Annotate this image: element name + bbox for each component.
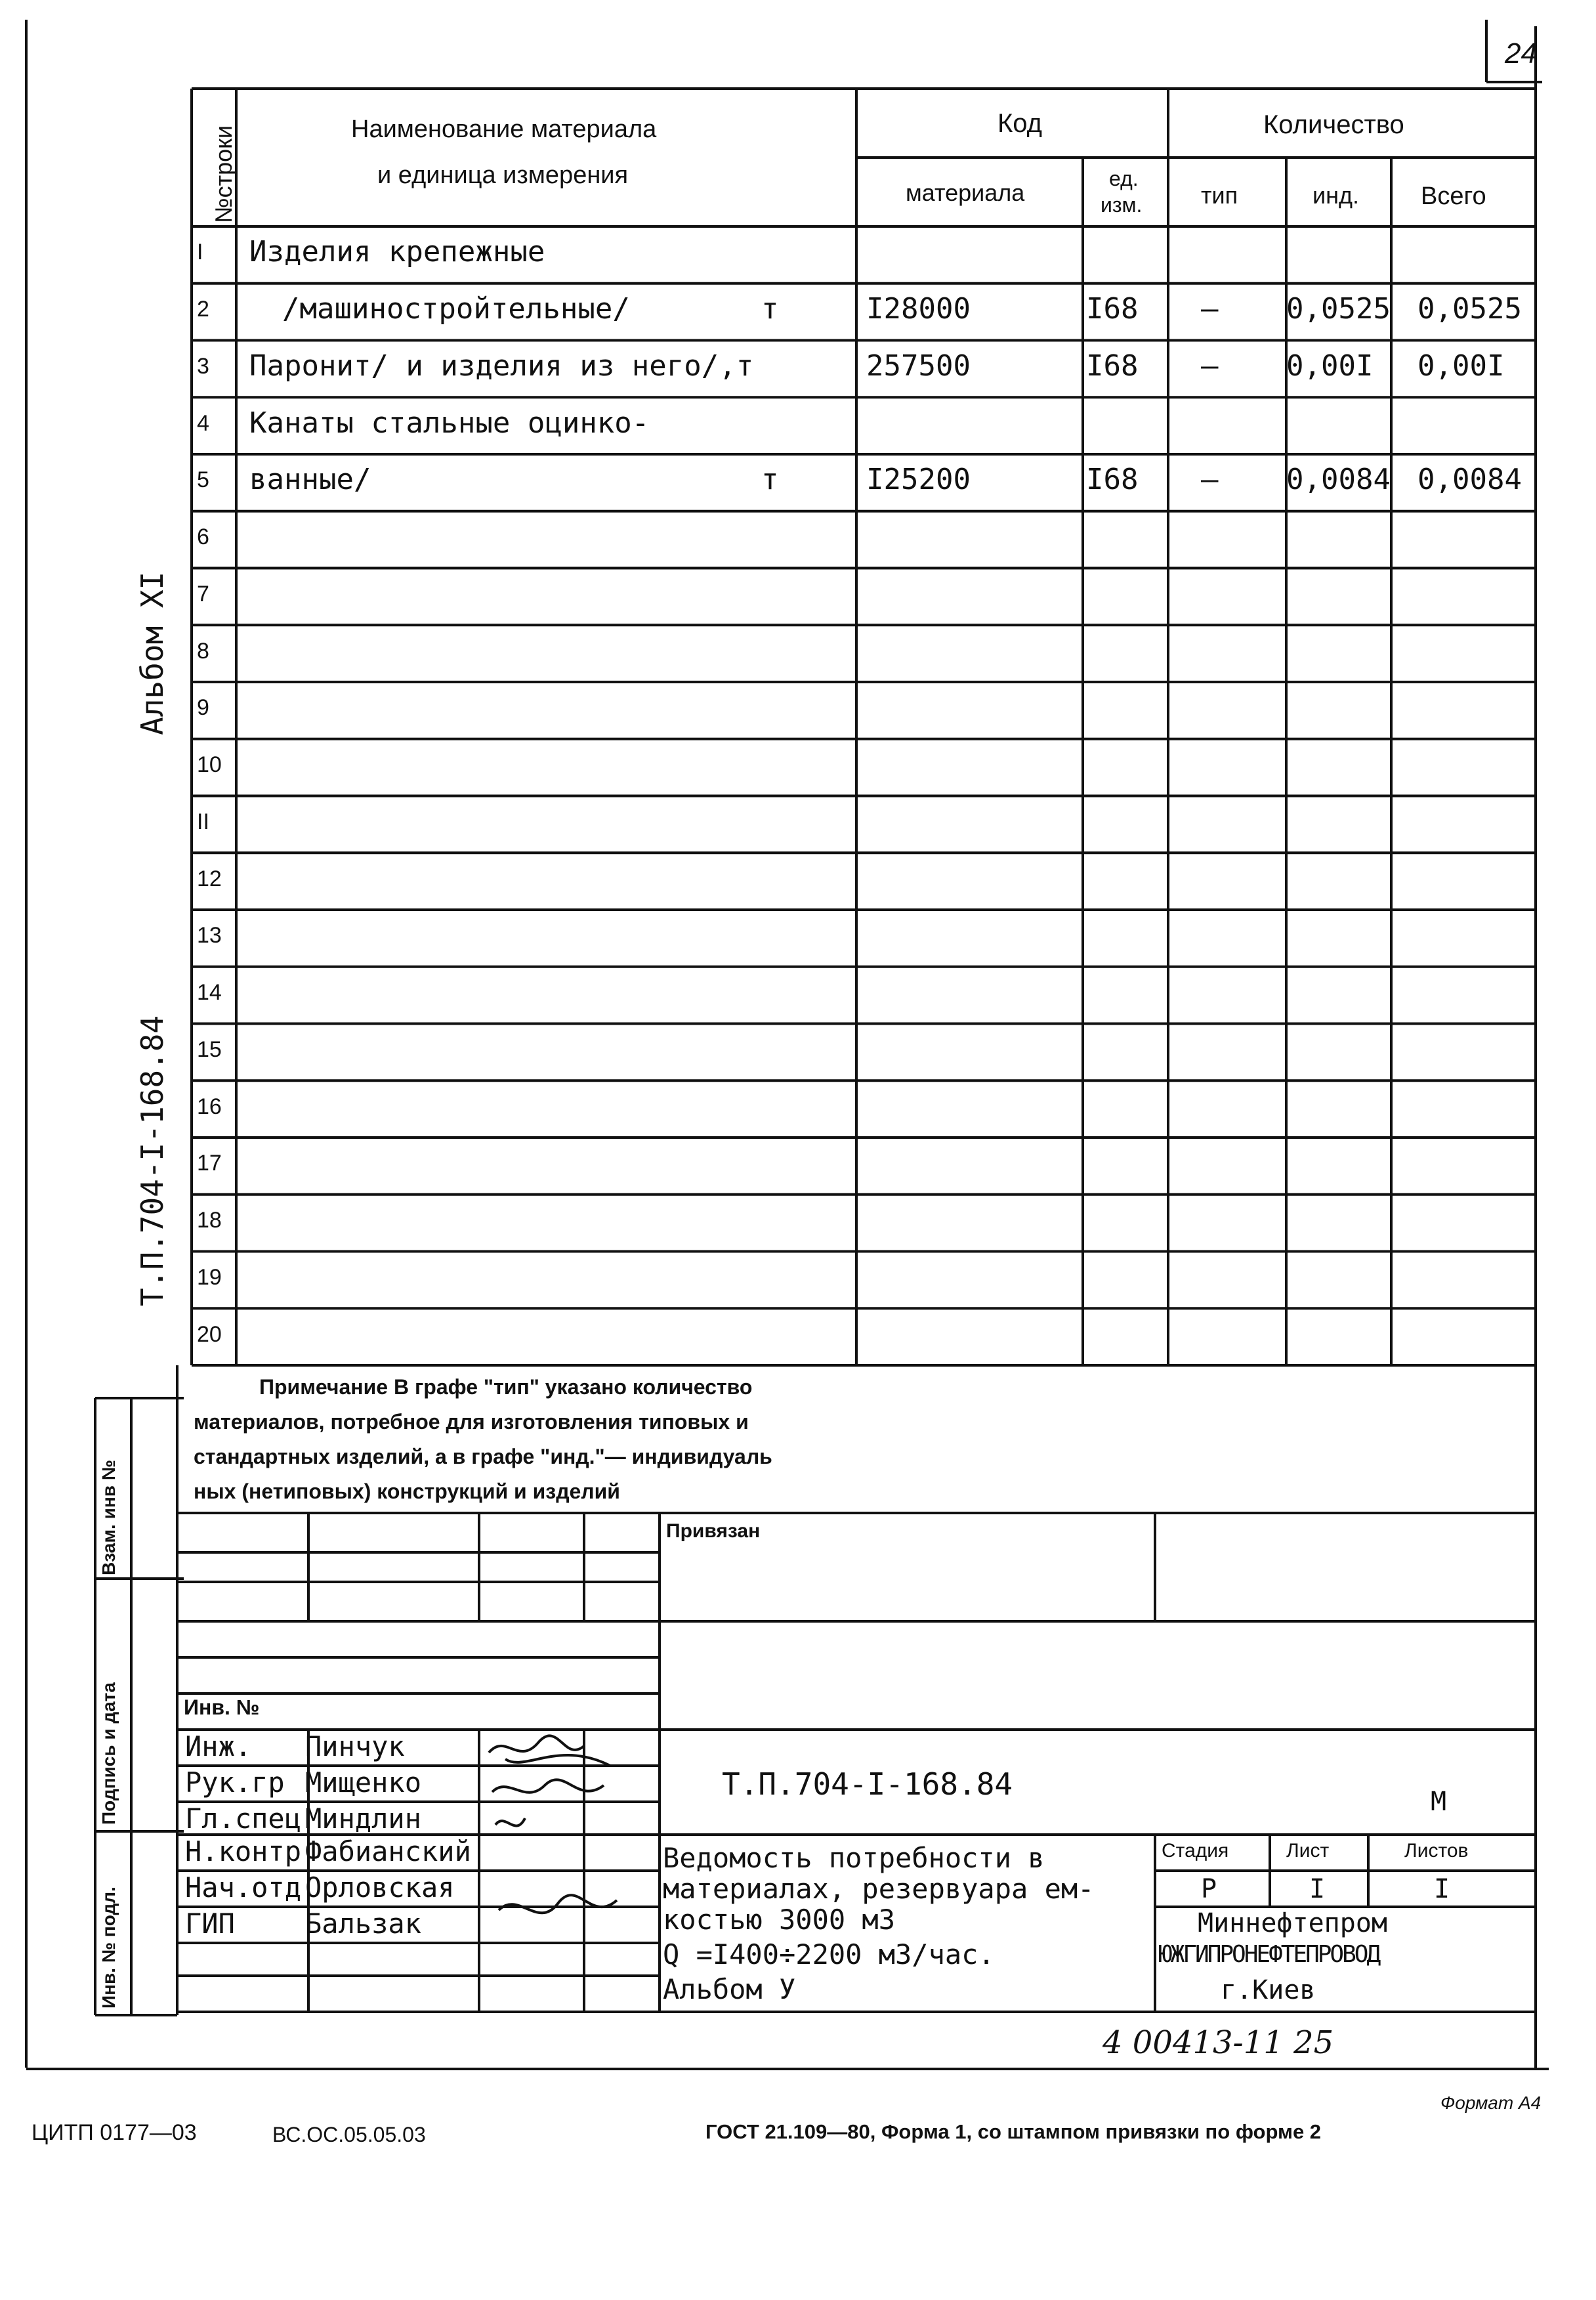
code-group-header: Код — [998, 109, 1043, 138]
title-line: Альбом У — [663, 1973, 796, 2005]
unit-code: I68 — [1086, 349, 1139, 383]
qty-individual: 0,0084 — [1286, 463, 1391, 497]
qty-ind-header: инд. — [1312, 182, 1359, 209]
row-number: 17 — [197, 1151, 222, 1176]
role: ГИП — [185, 1907, 235, 1940]
row-number: 20 — [197, 1321, 222, 1347]
row-number: II — [197, 809, 209, 834]
unit-header-line1: ед. — [1109, 167, 1139, 190]
title-line: Ведомость потребности в — [663, 1842, 1045, 1874]
side-doc-code: Т.П.704-I-168.84 — [135, 1015, 170, 1306]
unit-code: I68 — [1086, 463, 1139, 497]
qty-type: – — [1201, 292, 1219, 326]
row-number: 12 — [197, 866, 222, 891]
quantity-group-header: Количество — [1263, 110, 1404, 139]
footer-code-1: ЦИТП 0177—03 — [32, 2120, 197, 2145]
inventory-number-label: Инв. № — [184, 1695, 260, 1719]
linked-label: Привязан — [666, 1520, 761, 1542]
row-number: 7 — [197, 581, 209, 607]
row-number: 3 — [197, 353, 209, 379]
role: Н.контр — [185, 1835, 302, 1867]
stamp-letter: М — [1431, 1787, 1447, 1817]
qty-total: 0,0525 — [1418, 292, 1522, 326]
row-number: 6 — [197, 524, 209, 550]
row-number: 9 — [197, 695, 209, 721]
sheets-label: Листов — [1404, 1840, 1469, 1862]
unit-code: I68 — [1086, 292, 1139, 326]
title-line: материалах, резервуара ем- — [663, 1873, 1095, 1905]
replace-inventory-label: Взам. инв № — [98, 1460, 119, 1575]
row-number-header: №строки — [210, 125, 237, 223]
signature-date-label: Подпись и дата — [98, 1682, 119, 1825]
material-name: Паронит/ и изделия из него/,т — [249, 349, 754, 383]
person-name: Фабианский — [305, 1835, 471, 1867]
handwritten-number: 4 00413-11 25 — [1102, 2024, 1334, 2061]
page-number: 24 — [1505, 37, 1537, 70]
row-number: 2 — [197, 297, 209, 322]
note-line-1: Примечание В графе "тип" указано количество — [259, 1375, 753, 1399]
row-number: 5 — [197, 467, 209, 493]
title-line: Q =I400÷2200 м3/час. — [663, 1938, 995, 1970]
qty-total: 0,00I — [1418, 349, 1505, 383]
qty-individual: 0,0525 — [1286, 292, 1391, 326]
qty-total-header: Всего — [1421, 182, 1486, 210]
original-inventory-label: Инв. № подл. — [98, 1886, 119, 2009]
org-city: г.Киев — [1221, 1975, 1316, 2005]
code-material-header: материала — [906, 179, 1025, 206]
unit-of-measure: т — [761, 463, 779, 497]
row-number: 14 — [197, 980, 222, 1006]
qty-type-header: тип — [1201, 182, 1238, 209]
handwritten-signatures — [479, 1726, 643, 1949]
row-number: I — [197, 240, 203, 265]
name-header-line2: и единица измерения — [377, 161, 629, 189]
material-code: I25200 — [866, 463, 971, 497]
person-name: Миндлин — [305, 1802, 422, 1835]
role: Нач.отд — [185, 1871, 302, 1904]
material-name: ванные/ — [249, 463, 371, 497]
row-number: 16 — [197, 1094, 222, 1119]
unit-of-measure: т — [761, 292, 779, 326]
material-code: I28000 — [866, 292, 971, 326]
sheets-value: I — [1434, 1874, 1450, 1904]
stamp-doc-code: Т.П.704-I-168.84 — [722, 1766, 1013, 1802]
footer-gost: ГОСТ 21.109—80, Форма 1, со штампом привязки по форме 2 — [705, 2120, 1322, 2143]
qty-total: 0,0084 — [1418, 463, 1522, 497]
note-line-2: материалов, потребное для изготовления типовых и — [194, 1410, 749, 1434]
footer-code-2: ВС.ОС.05.05.03 — [272, 2123, 426, 2146]
person-name: Мищенко — [305, 1766, 422, 1799]
stage-label: Стадия — [1162, 1840, 1229, 1862]
row-number: 10 — [197, 752, 222, 778]
role: Инж. — [185, 1730, 252, 1762]
org-institute: ЮЖГИПРОНЕФТЕПРОВОД — [1158, 1941, 1379, 1968]
material-code: 257500 — [866, 349, 971, 383]
qty-type: – — [1201, 463, 1219, 497]
row-number: 19 — [197, 1264, 222, 1290]
org-ministry: Миннефтепром — [1198, 1908, 1387, 1938]
unit-header-line2: изм. — [1101, 193, 1143, 217]
note-line-4: ных (нетиповых) конструкций и изделий — [194, 1480, 620, 1503]
sheet-label: Лист — [1286, 1840, 1330, 1862]
role: Гл.спец — [185, 1802, 302, 1835]
row-number: 18 — [197, 1208, 222, 1233]
note-line-3: стандартных изделий, а в графе "инд."— индивидуаль — [194, 1445, 772, 1468]
title-line: костью 3000 м3 — [663, 1904, 896, 1936]
person-name: Пинчук — [305, 1730, 405, 1762]
stage-value: Р — [1201, 1874, 1217, 1904]
album-label: Альбом XI — [135, 571, 170, 735]
role: Рук.гр — [185, 1766, 285, 1799]
row-number: 13 — [197, 923, 222, 948]
format-label: Формат А4 — [1440, 2093, 1542, 2113]
row-number: 4 — [197, 410, 209, 436]
person-name: Орловская — [305, 1871, 455, 1904]
material-name: /машиностройтельные/ — [282, 292, 630, 326]
qty-type: – — [1201, 349, 1219, 383]
sheet-value: I — [1309, 1874, 1326, 1904]
material-name: Изделия крепежные — [249, 235, 545, 269]
row-number: 15 — [197, 1036, 222, 1062]
qty-individual: 0,00I — [1286, 349, 1374, 383]
row-number: 8 — [197, 638, 209, 664]
person-name: Бальзак — [305, 1907, 422, 1940]
material-name: Канаты стальные оцинко- — [249, 406, 650, 440]
name-header-line1: Наименование материала — [351, 116, 657, 143]
